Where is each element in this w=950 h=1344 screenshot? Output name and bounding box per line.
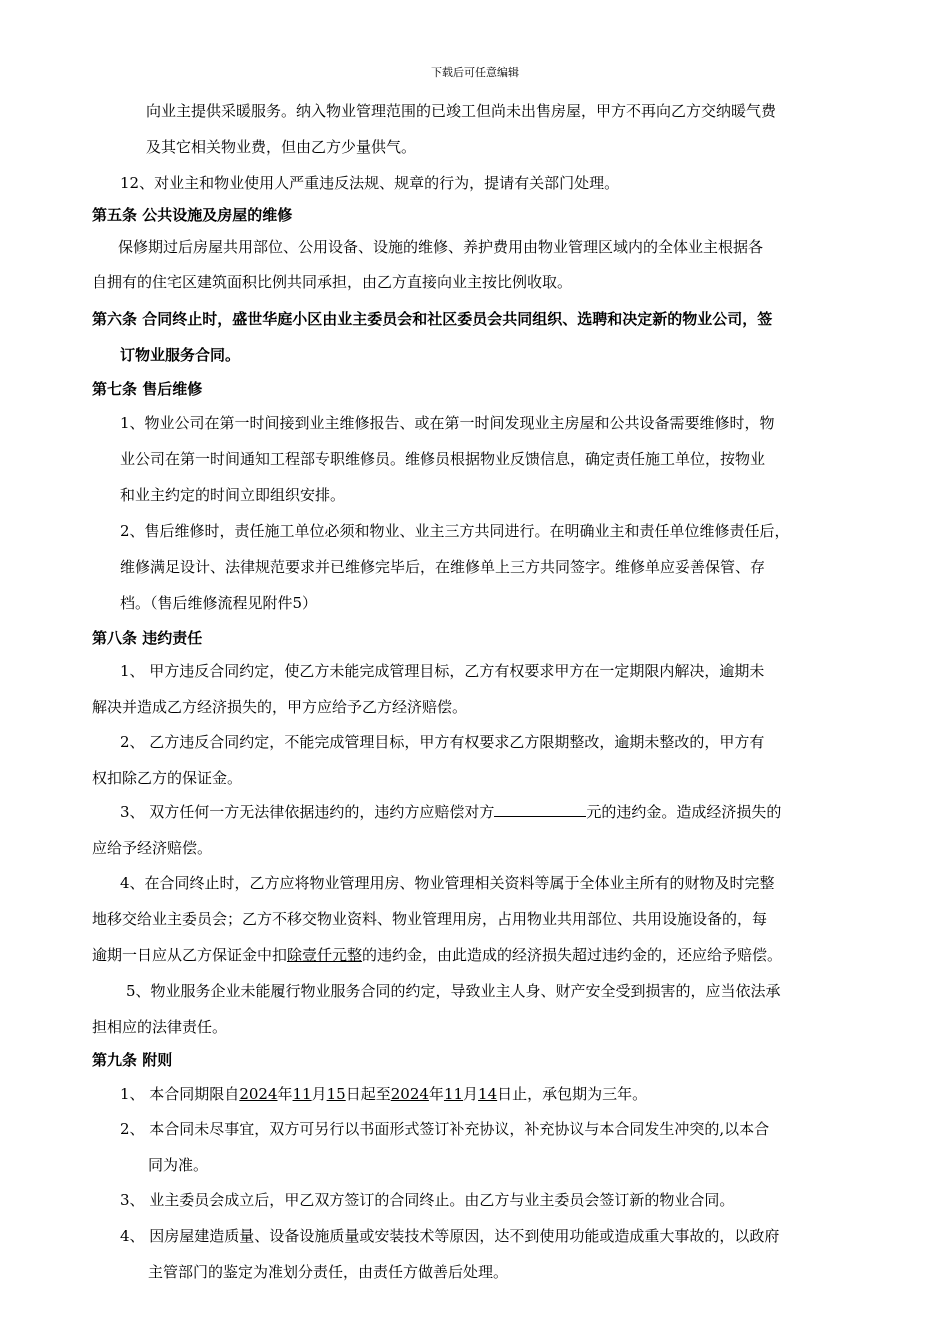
para-line: 4、 因房屋建造质量、设备设施质量或安装技术等原因，达不到使用功能或造成重大事故的，以政府 — [120, 1227, 780, 1245]
para-line: 维修满足设计、法律规范要求并已维修完毕后，在维修单上三方共同签字。维修单应妥善保管、存 — [120, 558, 766, 576]
para-line: 和业主约定的时间立即组织安排。 — [120, 486, 346, 504]
para-line: 应给予经济赔偿。 — [92, 839, 213, 857]
term-text: 月 — [311, 1085, 327, 1103]
para-line: 2、售后维修时，责任施工单位必须和物业、业主三方共同进行。在明确业主和责任单位维修责任后， — [120, 522, 790, 540]
section-heading-5: 第五条 公共设施及房屋的维修 — [92, 206, 293, 224]
para-line: 担相应的法律责任。 — [92, 1018, 228, 1036]
para-line: 1、物业公司在第一时间接到业主维修报告、或在第一时间发现业主房屋和公共设备需要维修时，物 — [120, 414, 775, 432]
para-line: 及其它相关物业费，但由乙方少量供气。 — [146, 138, 417, 156]
term-start-day: 15 — [326, 1085, 346, 1103]
deduct-post: 的违约金，由此造成的经济损失超过违约金的，还应给予赔偿。 — [362, 946, 783, 964]
deduct-pre: 逾期一日应从乙方保证金中扣 — [92, 946, 288, 964]
section-heading-8: 第八条 违约责任 — [92, 629, 203, 647]
para-line: 向业主提供采暖服务。纳入物业管理范围的已竣工但尚未出售房屋，甲方不再向乙方交纳暖气费 — [146, 102, 777, 120]
para-line: 地移交给业主委员会；乙方不移交物业资料、物业管理用房，占用物业共用部位、共用设施设备的，每 — [92, 910, 768, 928]
term-end-day: 14 — [478, 1085, 498, 1103]
penalty-pre: 3、 双方任何一方无法律依据违约的，违约方应赔偿对方 — [120, 803, 495, 821]
para-line: 3、 业主委员会成立后，甲乙双方签订的合同终止。由乙方与业主委员会签订新的物业合同。 — [120, 1191, 735, 1209]
term-start-month: 11 — [292, 1085, 312, 1103]
term-text: 月 — [463, 1085, 479, 1103]
term-end-year: 2024 — [390, 1085, 429, 1103]
term-text: 年 — [277, 1085, 293, 1103]
term-text: 日起至 — [345, 1085, 391, 1103]
section-heading-7: 第七条 售后维修 — [92, 380, 203, 398]
term-text: 1、 本合同期限自 — [120, 1085, 240, 1103]
term-start-year: 2024 — [239, 1085, 278, 1103]
para-line: 权扣除乙方的保证金。 — [92, 769, 243, 787]
term-line — [120, 1084, 647, 1104]
penalty-line — [120, 802, 781, 822]
para-line: 1、 甲方违反合同约定，使乙方未能完成管理目标，乙方有权要求甲方在一定期限内解决，逾期未 — [120, 662, 765, 680]
para-line: 自拥有的住宅区建筑面积比例共同承担，由乙方直接向业主按比例收取。 — [92, 273, 573, 291]
para-line: 保修期过后房屋共用部位、公用设备、设施的维修、养护费用由物业管理区域内的全体业主根据各 — [118, 238, 764, 256]
term-text: 日止，承包期为三年。 — [497, 1085, 648, 1103]
section-heading-6-cont: 订物业服务合同。 — [120, 346, 241, 364]
section-heading-6: 第六条 合同终止时，盛世华庭小区由业主委员会和社区委员会共同组织、选聘和决定新的物业公司，签 — [92, 310, 773, 328]
term-text: 年 — [428, 1085, 444, 1103]
deduct-line — [92, 945, 782, 965]
term-end-month: 11 — [443, 1085, 464, 1103]
penalty-post: 元的违约金。造成经济损失的 — [586, 803, 782, 821]
para-line: 4、在合同终止时，乙方应将物业管理用房、物业管理相关资料等属于全体业主所有的财物及时完整 — [120, 874, 775, 892]
para-line: 2、 本合同未尽事宜，双方可另行以书面形式签订补充协议，补充协议与本合同发生冲突的,以本合 — [120, 1120, 770, 1138]
para-line: 同为准。 — [148, 1156, 209, 1174]
page-header: 下载后可任意编辑 — [431, 66, 519, 79]
para-line: 2、 乙方违反合同约定，不能完成管理目标，甲方有权要求乙方限期整改，逾期未整改的，甲方有 — [120, 733, 765, 751]
section-heading-9: 第九条 附则 — [92, 1051, 173, 1069]
para-line: 业公司在第一时间通知工程部专职维修员。维修员根据物业反馈信息，确定责任施工单位，按物业 — [120, 450, 766, 468]
para-line: 主管部门的鉴定为准划分责任，由责任方做善后处理。 — [148, 1263, 509, 1281]
para-line: 档。（售后维修流程见附件5） — [120, 594, 318, 612]
para-line: 5、物业服务企业未能履行物业服务合同的约定，导致业主人身、财产安全受到损害的，应当依法承 — [126, 982, 781, 1000]
deduct-amount: 除壹仟元整 — [287, 946, 363, 964]
penalty-amount-blank[interactable] — [494, 802, 586, 817]
para-line: 解决并造成乙方经济损失的，甲方应给予乙方经济赔偿。 — [92, 698, 468, 716]
para-line: 12、对业主和物业使用人严重违反法规、规章的行为，提请有关部门处理。 — [120, 174, 620, 192]
